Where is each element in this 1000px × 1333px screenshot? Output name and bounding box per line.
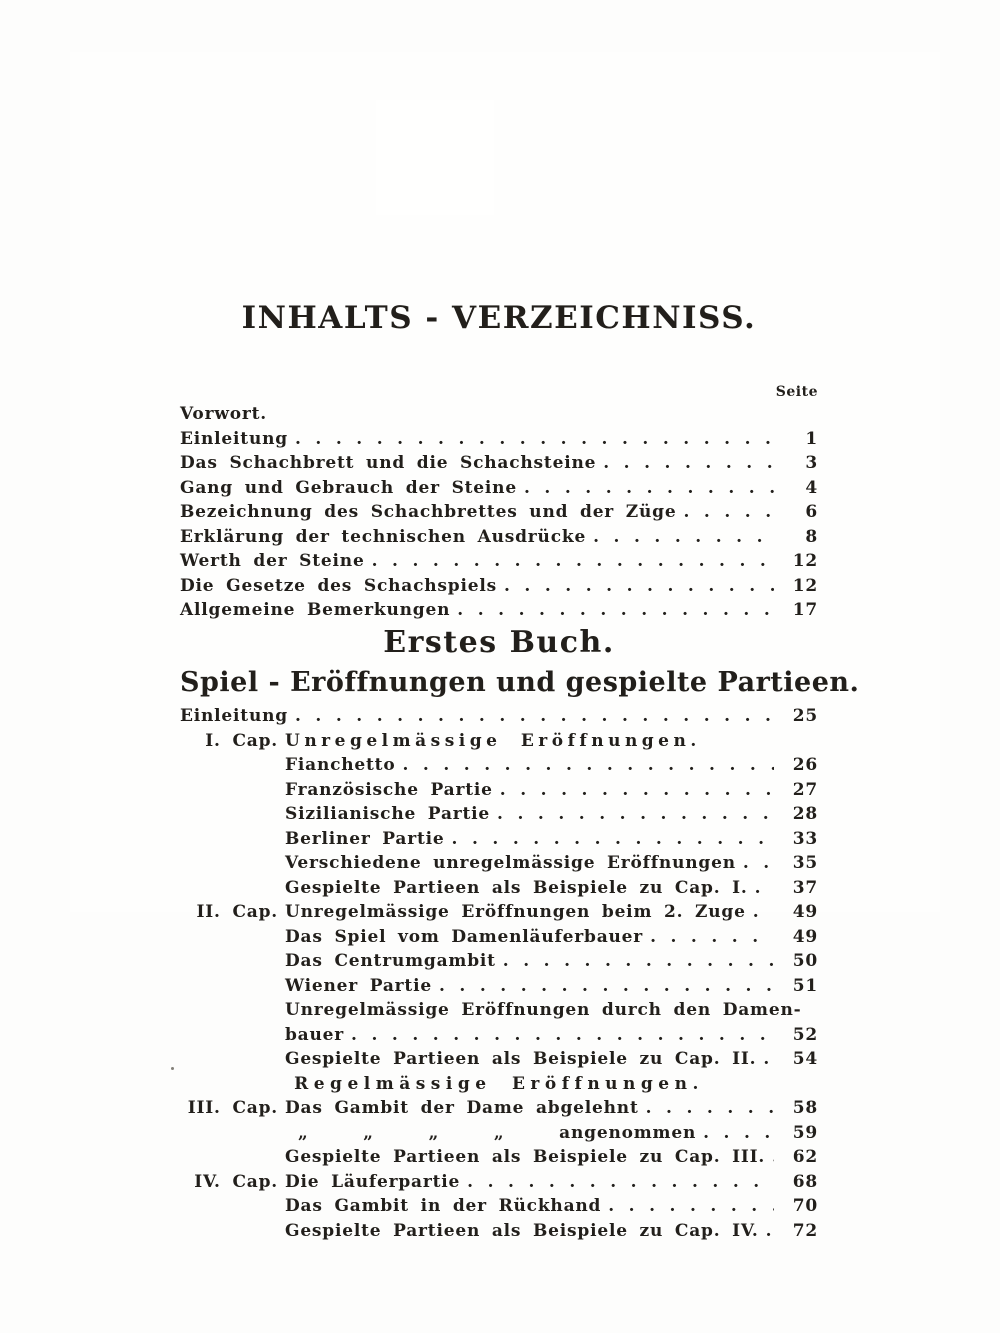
toc-page-number: 35	[792, 853, 818, 873]
toc-entry-label: Bezeichnung des Schachbrettes und der Züge	[180, 502, 677, 522]
seite-column-header: Seite	[775, 384, 818, 400]
toc-front-matter	[180, 402, 818, 623]
toc-page-number: 62	[792, 1147, 818, 1167]
toc-entry-label: Das Schachbrett und die Schachsteine	[180, 453, 597, 473]
toc-chapter-label: IV. Cap.	[194, 1171, 278, 1192]
toc-row	[180, 998, 818, 1023]
toc-page-number: 52	[792, 1024, 818, 1045]
dot-leader	[295, 427, 774, 452]
toc-row	[180, 827, 818, 852]
toc-row	[180, 1219, 818, 1244]
toc-entry-label: „ „ „ „ angenommen	[298, 1122, 697, 1143]
book-heading: Erstes Buch.	[383, 625, 615, 660]
toc-row	[180, 925, 818, 950]
toc-entry-label: Einleitung	[180, 428, 288, 449]
toc-page-number: 25	[792, 706, 818, 726]
toc-entry-label: Berliner Partie	[285, 828, 445, 849]
dot-leader	[755, 876, 774, 901]
toc-row	[180, 427, 818, 452]
dot-leader	[500, 778, 774, 803]
toc-entry-label: Wiener Partie	[285, 975, 432, 996]
dot-leader	[295, 704, 774, 729]
toc-row	[180, 1121, 818, 1146]
toc-entry-label: Allgemeine Bemerkungen	[180, 600, 451, 620]
dot-leader	[753, 900, 774, 925]
dot-leader	[683, 500, 774, 525]
page-title: INHALTS - VERZEICHNISS.	[241, 300, 757, 336]
toc-page-number: 59	[792, 1122, 818, 1143]
toc-entry-label: Erklärung der technischen Ausdrücke	[180, 526, 587, 547]
dot-leader	[646, 1096, 774, 1121]
toc-entry-label: Das Spiel vom Damenläuferbauer	[285, 926, 644, 947]
toc-entry-label: Regelmässige Eröffnungen.	[294, 1073, 704, 1094]
toc-row	[180, 525, 818, 550]
toc-row	[180, 500, 818, 525]
toc-page-number: 68	[792, 1171, 818, 1192]
toc-page-number: 49	[792, 902, 818, 922]
toc-page-number: 49	[792, 926, 818, 947]
toc-row	[180, 1170, 818, 1195]
dot-leader	[457, 598, 774, 623]
scan-lighting-artifact	[376, 100, 494, 215]
toc-page-number: 33	[792, 828, 818, 849]
toc-chapter-label: III. Cap.	[187, 1098, 278, 1118]
toc-row	[180, 1145, 818, 1170]
toc-entry-label: Das Gambit in der Rückhand	[285, 1196, 602, 1216]
dot-leader	[439, 974, 774, 999]
toc-row	[180, 1072, 818, 1097]
dot-leader	[503, 949, 774, 974]
toc-page-number: 12	[792, 551, 818, 571]
toc-page-number: 8	[805, 526, 818, 547]
dot-leader	[743, 851, 774, 876]
toc-entry-label: bauer	[285, 1024, 345, 1045]
dot-leader	[467, 1170, 774, 1195]
toc-row	[180, 1023, 818, 1048]
toc-row	[180, 778, 818, 803]
toc-page-number: 70	[792, 1196, 818, 1216]
dot-leader	[772, 1145, 774, 1170]
toc-row	[180, 851, 818, 876]
toc-entry-label: Unregelmässige Eröffnungen.	[285, 730, 701, 751]
toc-entry-label: Die Gesetze des Schachspiels	[180, 575, 497, 596]
toc-entry-label: Fianchetto	[285, 755, 396, 775]
toc-row	[180, 402, 818, 427]
toc-entry-label: Vorwort.	[180, 404, 268, 424]
toc-chapter-label: II. Cap.	[196, 902, 278, 922]
toc-page-number: 51	[792, 975, 818, 996]
toc-book-entries	[180, 704, 818, 1243]
toc-row	[180, 876, 818, 901]
toc-page-number: 27	[792, 779, 818, 800]
dot-leader	[504, 574, 774, 599]
dot-leader	[603, 451, 774, 476]
toc-row	[180, 802, 818, 827]
toc-row	[180, 549, 818, 574]
toc-page-number: 58	[792, 1098, 818, 1118]
dot-leader	[650, 925, 774, 950]
toc-entry-label: Unregelmässige Eröffnungen durch den Damen-	[285, 1000, 802, 1020]
toc-page-number: 4	[805, 477, 818, 498]
toc-entry-label: Unregelmässige Eröffnungen beim 2. Zuge	[285, 902, 746, 922]
dot-leader	[593, 525, 774, 550]
toc-page-number: 72	[792, 1220, 818, 1241]
toc-entry-label: Werth der Steine	[180, 551, 365, 571]
toc-row	[180, 949, 818, 974]
toc-row	[180, 974, 818, 999]
toc-row	[180, 451, 818, 476]
dot-leader	[452, 827, 774, 852]
toc-entry-label: Gespielte Partieen als Beispiele zu Cap. III.	[285, 1147, 766, 1167]
dot-leader	[524, 476, 774, 501]
toc-row	[180, 753, 818, 778]
toc-entry-label: Gespielte Partieen als Beispiele zu Cap. II.	[285, 1049, 757, 1069]
toc-row	[180, 574, 818, 599]
dot-leader	[497, 802, 774, 827]
toc-row	[180, 598, 818, 623]
toc-entry-label: Das Centrumgambit	[285, 951, 496, 971]
toc-entry-label: Verschiedene unregelmässige Eröffnungen	[285, 853, 736, 873]
toc-row	[180, 704, 818, 729]
toc-entry-label: Das Gambit der Dame abgelehnt	[285, 1098, 639, 1118]
toc-page-number: 17	[792, 600, 818, 620]
dot-leader	[351, 1023, 774, 1048]
book-subheading: Spiel - Eröffnungen und gespielte Partieen.	[180, 667, 860, 698]
dot-leader	[703, 1121, 774, 1146]
toc-page-number: 50	[792, 951, 818, 971]
toc-row	[180, 1047, 818, 1072]
toc-page-number: 54	[792, 1049, 818, 1069]
dot-leader	[402, 753, 774, 778]
toc-page-number: 6	[805, 502, 818, 522]
dot-leader	[372, 549, 774, 574]
toc-entry-label: Einleitung	[180, 706, 288, 726]
toc-page-number: 28	[792, 804, 818, 824]
toc-page-number: 12	[792, 575, 818, 596]
dot-leader	[763, 1047, 774, 1072]
toc-entry-label: Gespielte Partieen als Beispiele zu Cap. I.	[285, 877, 748, 898]
toc-entry-label: Die Läuferpartie	[285, 1171, 461, 1192]
dot-leader	[766, 1219, 774, 1244]
scan-speck	[171, 1067, 174, 1070]
toc-entry-label: Französische Partie	[285, 779, 493, 800]
toc-row	[180, 900, 818, 925]
toc-row	[180, 729, 818, 754]
toc-page-number: 1	[805, 428, 818, 449]
toc-entry-label: Gang und Gebrauch der Steine	[180, 477, 517, 498]
toc-page-number: 37	[792, 877, 818, 898]
toc-row	[180, 476, 818, 501]
toc-entry-label: Gespielte Partieen als Beispiele zu Cap. IV.	[285, 1220, 759, 1241]
dot-leader	[608, 1194, 774, 1219]
toc-row	[180, 1194, 818, 1219]
toc-page-number: 26	[792, 755, 818, 775]
toc-entry-label: Sizilianische Partie	[285, 804, 491, 824]
toc-page-number: 3	[805, 453, 818, 473]
toc-row	[180, 1096, 818, 1121]
toc-chapter-label: I. Cap.	[205, 730, 278, 751]
